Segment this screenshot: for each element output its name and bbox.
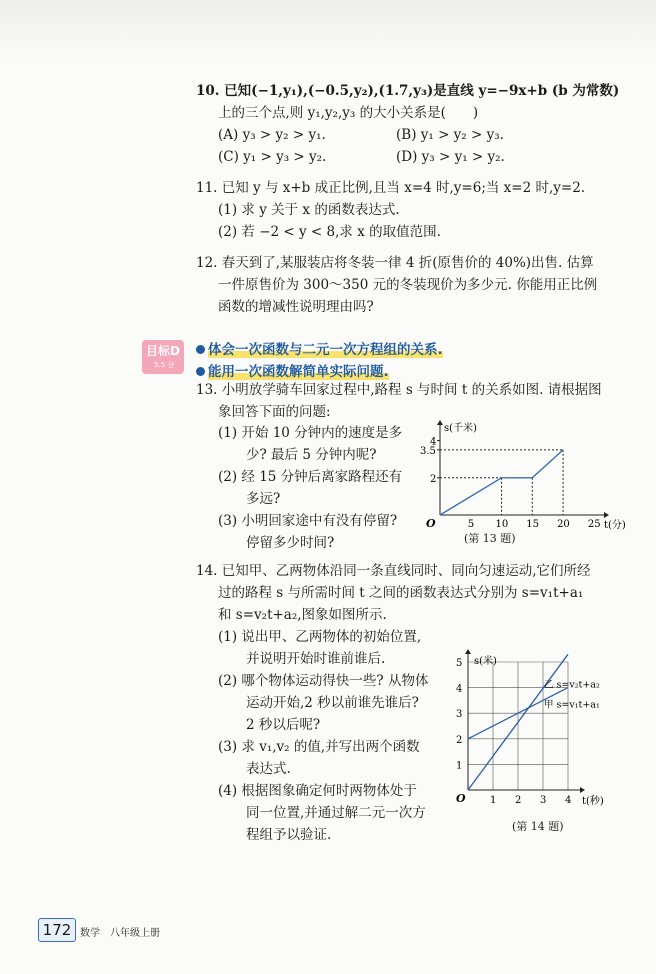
y-axis-label: s(米): [474, 656, 497, 667]
y-tick-label: 4: [456, 683, 463, 695]
q14-part2c: 2 秒以后呢?: [246, 717, 321, 733]
q12-line2: 一件原售价为 300～350 元的冬装现价为多少元. 你能用正比例: [218, 277, 598, 293]
q13-part2a: (2) 经 15 分钟后离家路程还有: [218, 469, 403, 485]
q10-line1: 10. 已知(−1,y₁),(−0.5,y₂),(1.7,y₃)是直线 y=−9x+b (b 为常数): [196, 83, 620, 99]
x-tick-label: 2: [515, 795, 522, 806]
q13-part3a: (3) 小明回家途中有没有停留?: [218, 513, 398, 529]
q14-chart-caption: (第 14 题): [512, 820, 564, 833]
legend-series-yi: 乙 s=v₂t+a₂: [544, 679, 600, 691]
q10-option-a: (A) y₃ > y₂ > y₁.: [218, 127, 326, 143]
q11-line1: 11. 已知 y 与 x+b 成正比例,且当 x=4 时,y=6;当 x=2 时,y=2.: [196, 180, 586, 196]
y-axis-arrow: [437, 420, 443, 425]
q13-part1a: (1) 开始 10 分钟内的速度是多: [218, 425, 403, 441]
q14-part2b: 运动开始,2 秒以前谁先谁后?: [246, 695, 419, 711]
y-axis-label: s(千米): [444, 423, 477, 434]
q11-part1: (1) 求 y 关于 x 的函数表达式.: [218, 202, 400, 218]
q14-line2: 过的路程 s 与所需时间 t 之间的函数表达式分别为 s=v₁t+a₁: [218, 585, 584, 601]
q10-line2: 上的三个点,则 y₁,y₂,y₃ 的大小关系是( ): [218, 105, 479, 121]
x-axis-label: t(分): [604, 520, 626, 531]
y-tick-label: 5: [456, 658, 463, 669]
bullet-dot-icon: [196, 345, 205, 354]
y-tick-label: 2: [456, 734, 463, 746]
x-tick-label: 1: [490, 795, 497, 806]
goal-bullet-2: 能用一次函数解简单实际问题.: [196, 360, 389, 380]
goal-d-badge: [142, 340, 186, 374]
legend-series-jia: 甲 s=v₁t+a₁: [544, 699, 600, 711]
x-axis-label: t(秒): [582, 796, 604, 807]
goal-score: 5.5 分: [154, 361, 175, 369]
q14-part4c: 程组予以验证.: [246, 827, 332, 843]
q14-line1: 14. 已知甲、乙两物体沿同一条直线同时、同向匀速运动,它们所经: [196, 563, 591, 579]
q13-chart-caption: (第 13 题): [464, 532, 516, 545]
x-tick-label: 20: [557, 519, 570, 530]
goal-title: 目标D: [146, 344, 180, 358]
q10-option-d: (D) y₃ > y₁ > y₂.: [396, 149, 505, 165]
q14-part1b: 并说明开始时谁前谁后.: [246, 651, 386, 667]
q14-line3: 和 s=v₂t+a₂,图象如图所示.: [218, 607, 387, 623]
y-tick-label: 3.5: [420, 445, 436, 457]
goal-bullet-1: 体会一次函数与二元一次方程组的关系.: [196, 338, 443, 358]
origin-label: O: [456, 792, 466, 805]
bullet-dot-icon: [196, 367, 205, 376]
y-tick-label: 1: [456, 760, 463, 772]
y-tick-label: 4: [430, 436, 437, 448]
q12-line3: 函数的增减性说明理由吗?: [218, 299, 374, 315]
y-tick-label: 3: [456, 709, 463, 721]
x-tick-label: 10: [495, 519, 509, 530]
q14-part1a: (1) 说出甲、乙两物体的初始位置,: [218, 629, 422, 645]
x-tick-label: 4: [565, 795, 572, 806]
page-number: 172: [38, 918, 76, 942]
x-tick-label: 25: [587, 519, 601, 530]
q10-option-c: (C) y₁ > y₃ > y₂.: [218, 149, 327, 165]
chart-q14: [440, 640, 630, 815]
q11-part2: (2) 若 −2 < y < 8,求 x 的取值范围.: [218, 224, 441, 240]
q13-part3b: 停留多少时间?: [246, 535, 335, 551]
q13-line2: 象回答下面的问题:: [218, 404, 331, 420]
q14-part3b: 表达式.: [246, 761, 291, 777]
q14-part4b: 同一位置,并通过解二元一次方: [246, 805, 426, 821]
q14-part3a: (3) 求 v₁,v₂ 的值,并写出两个函数: [218, 739, 420, 755]
x-tick-label: 3: [540, 795, 547, 806]
q12-line1: 12. 春天到了,某服装店将冬装一律 4 折(原售价的 40%)出售. 估算: [196, 255, 594, 271]
origin-label: O: [426, 517, 436, 530]
q14-part2a: (2) 哪个物体运动得快一些? 从物体: [218, 673, 429, 689]
q13-line1: 13. 小明放学骑车回家过程中,路程 s 与时间 t 的关系如图. 请根据图: [196, 382, 602, 398]
x-tick-label: 15: [526, 519, 540, 530]
book-title: 数学 八年级上册: [80, 928, 160, 939]
q13-part2b: 多远?: [246, 491, 281, 507]
x-axis-arrow: [604, 512, 609, 518]
q14-part4a: (4) 根据图象确定何时两物体处于: [218, 783, 417, 799]
q10-option-b: (B) y₁ > y₂ > y₃.: [396, 127, 504, 143]
x-axis-arrow: [580, 787, 585, 793]
q13-part1b: 少? 最后 5 分钟内呢?: [246, 447, 377, 463]
y-tick-label: 2: [430, 473, 437, 485]
x-tick-label: 5: [467, 519, 475, 530]
y-axis-arrow: [465, 649, 471, 654]
